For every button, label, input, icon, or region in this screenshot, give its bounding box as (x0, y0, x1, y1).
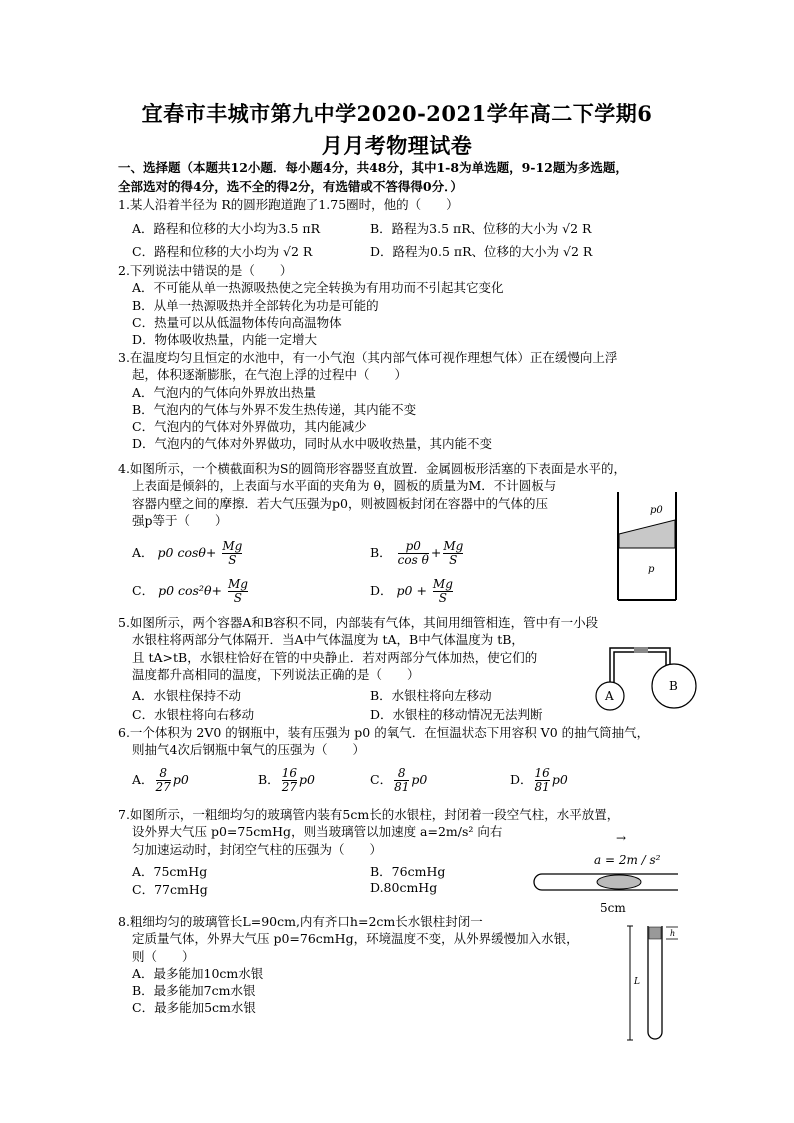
q6-d-label: D． (510, 772, 533, 787)
q3-option-b: B．气泡内的气体与外界不发生热传递，其内能不变 (132, 401, 417, 417)
q8-option-b: B．最多能加7cm水银 (132, 983, 256, 999)
question-7-stem-1: 7.如图所示，一粗细均匀的玻璃管内装有5cm长的水银柱，封闭着一段空气柱，水平放置， (118, 807, 620, 822)
question-7-stem-3: 匀加速运动时，封闭空气柱的压强为（ ） (132, 841, 383, 857)
q6-d-num: 16 (534, 766, 550, 780)
q4-a-pre: p0 cosθ+ (157, 545, 217, 560)
q4-a-den: S (222, 553, 242, 567)
q2-option-b: B．从单一热源吸热并全部转化为功是可能的 (132, 297, 379, 313)
q4-a-label: A． (132, 545, 154, 560)
question-6 (118, 724, 678, 759)
q6-a-post: p0 (172, 772, 189, 787)
q4-option-b: B． $\frac{p0}{\text{cos θ}}$ + $\frac{Mg}{S}$ (370, 539, 464, 567)
question-4-stem-2: 上表面是倾斜的，上表面与水平面的夹角为 θ，圆板的质量为M．不计圆板与 (132, 478, 557, 494)
q8-option-a: A．最多能加10cm水银 (132, 965, 264, 981)
section-header (118, 158, 678, 196)
q6-c-label: C． (370, 772, 393, 787)
q5-option-a: A．水银柱保持不动 (132, 688, 242, 703)
q7-tube-figure (530, 828, 682, 914)
q6-b-den: 27 (281, 780, 297, 794)
q7-fig-arrow: → (616, 831, 627, 845)
q4-d-frac (433, 578, 453, 605)
q2-option-a: A．不可能从单一热源吸热使之完全转换为有用功而不引起其它变化 (132, 280, 504, 296)
question-8 (118, 913, 678, 1017)
q7-fig-accel: a = 2m / s² (594, 853, 661, 867)
q4-fig-p0: p0 (650, 505, 663, 516)
q6-b-label: B． (258, 772, 280, 787)
q1-option-a: A．路程和位移的大小均为3.5 πR (132, 221, 321, 236)
q6-a-frac (156, 767, 171, 794)
q4-a-frac (222, 540, 242, 567)
question-8-stem-1: 8.粗细均匀的玻璃管长L=90cm,内有齐口h=2cm长水银柱封闭一 (118, 914, 483, 929)
q5-option-c: C．水银柱将向右移动 (132, 707, 255, 722)
question-4-stem-1: 4.如图所示，一个横截面积为S的圆筒形容器竖直放置．金属圆板形活塞的下表面是水平的， (118, 461, 626, 476)
paper-title-line2: 月月考物理试卷 (321, 133, 473, 158)
question-4-stem-3: 容器内壁之间的摩擦．若大气压强为p0，则被圆板封闭在容器中的气体的压 (132, 495, 548, 511)
question-6-stem-1: 6.一个体积为 2V0 的钢瓶中，装有压强为 p0 的氧气．在恒温状态下用容积 V0 的抽气筒抽气， (118, 725, 650, 740)
q5-option-b: B．水银柱将向左移动 (370, 688, 492, 703)
q6-d-den: 81 (534, 780, 550, 794)
question-3 (118, 349, 678, 453)
q3-option-c: C．气泡内的气体对外界做功，其内能减少 (132, 419, 367, 435)
q7-option-c: C．77cmHg (132, 882, 208, 897)
question-5-stem-1: 5.如图所示，两个容器A和B容积不同，内部装有气体，其间用细管相连，管中有一小段 (118, 615, 599, 630)
q6-option-b (258, 767, 315, 794)
q6-option-c (370, 767, 427, 794)
q1-option-c: C．路程和位移的大小均为 √2 R (132, 244, 313, 259)
q6-b-num: 16 (281, 766, 297, 780)
q4-a-num: Mg (222, 539, 243, 553)
q4-d-pre: p0 + (396, 583, 427, 598)
question-8-stem-3: 则（ ） (132, 948, 195, 964)
question-4 (118, 460, 678, 529)
question-5-stem-2: 水银柱将两部分气体隔开．当A中气体温度为 tA，B中气体温度为 tB， (132, 632, 524, 648)
question-1-stem: 1.某人沿着半径为 R的圆形跑道跑了1.75圈时，他的（ ） (118, 197, 459, 212)
q7-fig-length: 5cm (600, 901, 626, 914)
q4-b-frac2 (443, 540, 463, 567)
q6-c-num: 8 (397, 766, 406, 780)
q7-option-b: B．76cmHg (370, 864, 446, 879)
q4-b-frac1 (398, 540, 429, 567)
q8-vertical-tube-figure (626, 920, 686, 1042)
question-3-stem-1: 3.在温度均匀且恒定的水池中，有一小气泡（其内部气体可视作理想气体）正在缓慢向上浮 (118, 350, 618, 365)
question-6-stem-2: 则抽气4次后钢瓶中氧气的压强为（ ） (132, 742, 365, 758)
q4-c-label: C． (132, 583, 155, 598)
q4-b-num1: p0 (405, 539, 421, 553)
q6-b-frac (282, 767, 297, 794)
question-7-stem-2: 设外界大气压 p0=75cmHg，则当玻璃管以加速度 a=2m/s² 向右 (132, 824, 503, 840)
q3-option-a: A．气泡内的气体向外界放出热量 (132, 384, 317, 400)
q4-fig-p: p (648, 564, 655, 575)
q7-option-d: D.80cmHg (370, 880, 438, 895)
q4-b-den2: S (443, 553, 463, 567)
q4-c-num: Mg (227, 577, 248, 591)
q6-option-d (510, 767, 568, 794)
q1-option-d: D．路程为0.5 πR、位移的大小为 √2 R (370, 244, 593, 259)
question-5-stem-4: 温度都升高相同的温度，下列说法正确的是（ ） (132, 666, 420, 682)
q4-cylinder-figure (612, 490, 682, 602)
q4-b-den1: cos θ (397, 553, 429, 567)
q4-d-num: Mg (432, 577, 453, 591)
paper-title-line1: 宜春市丰城市第九中学2020-2021学年高二下学期6 (141, 101, 653, 126)
q4-c-frac (228, 578, 248, 605)
q4-b-label: B． (370, 545, 392, 560)
q6-a-label: A． (132, 772, 154, 787)
q5-fig-label-b: B (669, 679, 678, 693)
q4-option-c (132, 578, 250, 605)
q6-d-frac (535, 767, 550, 794)
q5-fig-label-a: A (605, 689, 614, 703)
q6-c-post: p0 (411, 772, 428, 787)
section-line-1: 一、选择题（本题共12小题．每小题4分，共48分，其中1-8为单选题，9-12题为多选题， (118, 160, 628, 175)
q6-d-post: p0 (551, 772, 568, 787)
q2-option-d: D．物体吸收热量，内能一定增大 (132, 332, 318, 348)
question-2-stem: 2.下列说法中错误的是（ ） (118, 263, 293, 278)
q3-option-d: D．气泡内的气体对外界做功，同时从水中吸收热量，其内能不变 (132, 436, 493, 452)
question-4-stem-4: 强p等于（ ） (132, 512, 228, 528)
q4-option-a (132, 540, 244, 567)
q6-option-a (132, 767, 189, 794)
q6-c-den: 81 (394, 780, 410, 794)
q4-c-den: S (228, 591, 248, 605)
q2-option-c: C．热量可以从低温物体传向高温物体 (132, 314, 342, 330)
q4-d-den: S (433, 591, 453, 605)
q7-option-a: A．75cmHg (132, 864, 208, 879)
question-8-stem-2: 定质量气体，外界大气压 p0=76cmHg，环境温度不变，从外界缓慢加入水银， (132, 931, 579, 947)
q4-d-label: D． (370, 583, 393, 598)
q1-option-b: B．路程为3.5 πR、位移的大小为 √2 R (370, 221, 592, 236)
q6-a-num: 8 (159, 766, 167, 780)
q6-b-post: p0 (298, 772, 315, 787)
question-3-stem-2: 起，体积逐渐膨胀，在气泡上浮的过程中（ ） (132, 367, 408, 383)
q5-containers-figure (588, 636, 708, 712)
q8-option-c: C．最多能加5cm水银 (132, 1000, 256, 1016)
q4-option-d (370, 578, 455, 605)
q4-b-num2: Mg (443, 539, 464, 553)
question-2 (118, 262, 678, 348)
section-line-2: 全部选对的得4分，选不全的得2分，有选错或不答得得0分．） (118, 179, 463, 194)
q8-fig-h: h (670, 929, 676, 938)
question-5-stem-3: 且 tA>tB，水银柱恰好在管的中央静止．若对两部分气体加热，使它们的 (132, 649, 538, 665)
q6-c-frac (394, 767, 409, 794)
q5-option-d: D．水银柱的移动情况无法判断 (370, 707, 543, 722)
q6-a-den: 27 (155, 780, 171, 794)
q4-c-pre: p0 cos²θ+ (158, 583, 222, 598)
q8-fig-l: L (634, 977, 640, 987)
